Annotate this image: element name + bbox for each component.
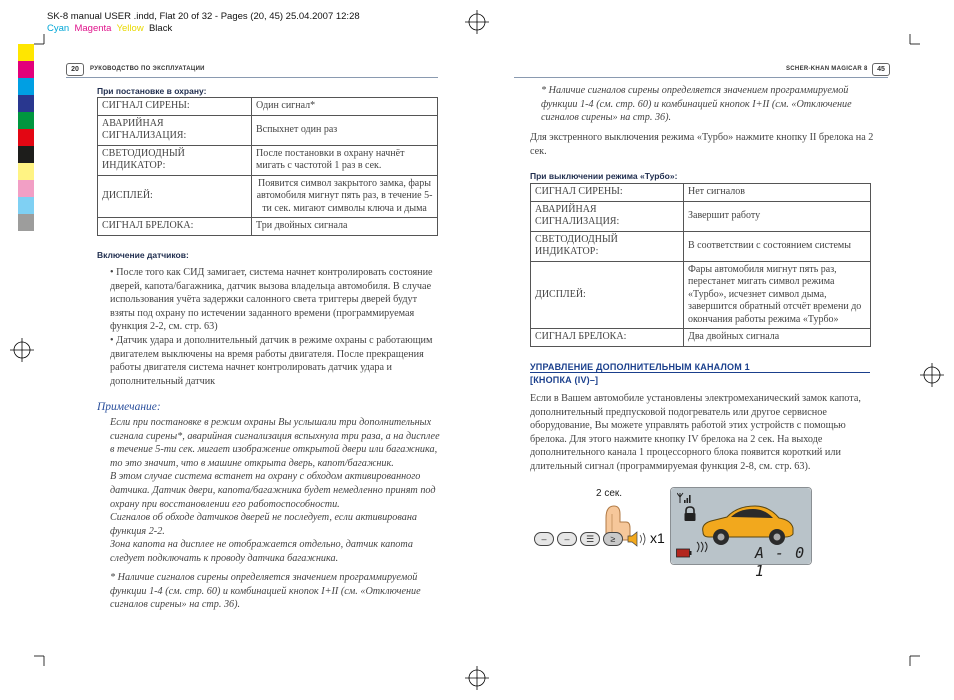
footnote-right: * Наличие сигналов сирены определяется значением программируемой функции 1-4 (см. стр. 60) и комбинацией кнопок I+II (см. «Отключение сигналов сирены» на стр. 36). bbox=[541, 85, 852, 124]
sensors-heading: Включение датчиков: bbox=[97, 250, 189, 260]
header-rule-right bbox=[514, 77, 888, 78]
page-number-right: 45 bbox=[872, 63, 890, 76]
car-icon bbox=[697, 498, 797, 548]
registration-mark-right-icon bbox=[920, 363, 944, 387]
table-row bbox=[531, 261, 871, 329]
table-cell-value: Три двойных сигнала bbox=[252, 218, 438, 236]
registration-mark-left-icon bbox=[10, 338, 34, 362]
table-cell-value: Вспыхнет один раз bbox=[252, 115, 438, 145]
table-row bbox=[98, 115, 438, 145]
table-row bbox=[98, 145, 438, 175]
table-row bbox=[98, 98, 438, 116]
note-heading: Примечание: bbox=[97, 401, 161, 413]
table-cell-label: СВЕТОДИОДНЫЙ ИНДИКАТОР: bbox=[531, 231, 684, 261]
page-number-left: 20 bbox=[66, 63, 84, 76]
table-cell-label: СВЕТОДИОДНЫЙ ИНДИКАТОР: bbox=[98, 145, 252, 175]
emergency-text: Для экстренного выключения режима «Турбо» нажмите кнопку II брелока на 2 сек. bbox=[530, 132, 874, 157]
sensors-bullets bbox=[110, 266, 438, 388]
lcd-display bbox=[670, 487, 812, 580]
keyfob-button-1[interactable]: – bbox=[534, 532, 554, 546]
table-cell-label: СИГНАЛ БРЕЛОКА: bbox=[531, 329, 684, 347]
slug-color-magenta: Magenta bbox=[74, 23, 112, 34]
list-item: • Датчик удара и дополнительный датчик в режиме охраны с работающим двигателем выключены на время работы двигателя. После прекращения работы двигателя система начнет контролировать датчик удара и дополнительный датчик bbox=[110, 334, 433, 387]
beep-count: x1 bbox=[650, 530, 665, 546]
channel-heading-rule bbox=[530, 372, 870, 373]
battery-icon bbox=[676, 548, 692, 558]
arming-heading: При постановке в охрану: bbox=[97, 86, 207, 96]
table-cell-value: Два двойных сигнала bbox=[684, 329, 871, 347]
note-body bbox=[110, 416, 440, 566]
registration-mark-bottom-icon bbox=[465, 666, 489, 690]
channel-heading: УПРАВЛЕНИЕ ДОПОЛНИТЕЛЬНЫМ КАНАЛОМ 1 bbox=[530, 362, 750, 372]
lock-icon bbox=[683, 506, 697, 522]
antenna-signal-icon bbox=[677, 492, 693, 504]
slug-color-black: Black bbox=[148, 23, 173, 34]
slug-color-yellow: Yellow bbox=[116, 23, 144, 34]
table-cell-value: Появится символ закрытого замка, фары автомобиля мигнут пять раз, в течение 5-ти сек. мигают символы ключа и дыма bbox=[252, 175, 438, 218]
table-cell-value: После постановки в охрану начнёт мигать с частотой 1 раз в сек. bbox=[252, 145, 438, 175]
note-line: Если при постановке в режим охраны Вы услышали три дополнительных сигнала сирены*, аварийная сигнализация вспыхнула три раза, а на дисплее в течение 5-ти сек. мигает изображение открытой двери или багажника, то это значит, что в машине открыта дверь, капот/багажник. bbox=[110, 417, 440, 469]
turbo-heading: При выключении режима «Турбо»: bbox=[530, 171, 678, 181]
keyfob-buttons bbox=[534, 532, 623, 546]
keyfob-button-4[interactable]: ≥ bbox=[603, 532, 623, 546]
registration-mark-top-icon bbox=[465, 10, 489, 34]
sound-wave-icon bbox=[695, 540, 709, 554]
footnote-left: * Наличие сигналов сирены определяется значением программируемой функции 1-4 (см. стр. 60) и комбинацией кнопок I+II (см. «Отключение сигналов сирены» на стр. 36). bbox=[110, 572, 421, 611]
keyfob-button-2[interactable]: – bbox=[557, 532, 577, 546]
table-cell-label: СИГНАЛ БРЕЛОКА: bbox=[98, 218, 252, 236]
slug-color-cyan: Cyan bbox=[47, 23, 70, 34]
table-cell-label: АВАРИЙНАЯ СИГНАЛИЗАЦИЯ: bbox=[98, 115, 252, 145]
table-cell-label: ДИСПЛЕЙ: bbox=[531, 261, 684, 329]
channel-subheading: [КНОПКА (IV)–] bbox=[530, 375, 599, 385]
table-row bbox=[98, 218, 438, 236]
table-cell-value: Завершит работу bbox=[684, 201, 871, 231]
table-row bbox=[531, 231, 871, 261]
table-cell-value: Один сигнал* bbox=[252, 98, 438, 116]
note-line: Сигналов об обходе датчиков дверей не последует, если активирована функция 2-2. bbox=[110, 512, 417, 537]
header-rule-left bbox=[66, 77, 438, 78]
running-head-right: SCHER-KHAN MAGICAR 8 bbox=[786, 66, 868, 72]
table-cell-value: Нет сигналов bbox=[684, 184, 871, 202]
table-cell-label: АВАРИЙНАЯ СИГНАЛИЗАЦИЯ: bbox=[531, 201, 684, 231]
display-code: A - 0 1 bbox=[755, 544, 806, 580]
list-item: • После того как СИД замигает, система начнет контролировать состояние дверей, капота/багажника, датчик вызова владельца автомобиля. В случае использования учёта задержки салонного света триггеры дверей будут взяты под охрану по истечении заданного времени (программируемая функция 2-2, см. стр. 63) bbox=[110, 267, 433, 333]
table-cell-label: ДИСПЛЕЙ: bbox=[98, 175, 252, 218]
note-line: В этом случае система встанет на охрану с обходом активированного датчика. Датчик двери, капота/багажника будет немедленно принят под охрану при восстановлении его работоспособности. bbox=[110, 471, 436, 510]
channel-text: Если в Вашем автомобиле установлены электромеханический замок капота, дополнительный предпусковой подогреватель или другое сервисное оборудование, Вы можете управлять работой этих устройств с помощью брелока. Для этого нажмите кнопку IV брелока на 2 сек. На выходе дополнительного канала 1 процессорного блока появится короткий или длительный сигнал (программируемая функция 2-8, см. стр. 63). bbox=[530, 393, 861, 472]
speaker-icon bbox=[626, 530, 650, 548]
press-duration-label: 2 сек. bbox=[596, 488, 623, 499]
table-row bbox=[531, 184, 871, 202]
slug-file-line: SK-8 manual USER .indd, Flat 20 of 32 - Pages (20, 45) 25.04.2007 12:28 bbox=[47, 11, 360, 22]
turbo-table bbox=[530, 183, 871, 347]
table-row bbox=[531, 329, 871, 347]
table-row bbox=[98, 175, 438, 218]
running-head-left: РУКОВОДСТВО ПО ЭКСПЛУАТАЦИИ bbox=[90, 66, 205, 72]
arming-table bbox=[97, 97, 438, 236]
table-cell-label: СИГНАЛ СИРЕНЫ: bbox=[98, 98, 252, 116]
table-cell-label: СИГНАЛ СИРЕНЫ: bbox=[531, 184, 684, 202]
table-cell-value: Фары автомобиля мигнут пять раз, перестанет мигать символ режима «Турбо», исчезнет символ дыма, завершится обратный отсчёт времени до окончания работы режима «Турбо» bbox=[684, 261, 871, 329]
keyfob-button-3[interactable]: ☰ bbox=[580, 532, 600, 546]
table-row bbox=[531, 201, 871, 231]
note-line: Зона капота на дисплее не отображается отдельно, датчик капота следует подключать к проводу датчика багажника. bbox=[110, 539, 413, 564]
table-cell-value: В соответствии с состоянием системы bbox=[684, 231, 871, 261]
